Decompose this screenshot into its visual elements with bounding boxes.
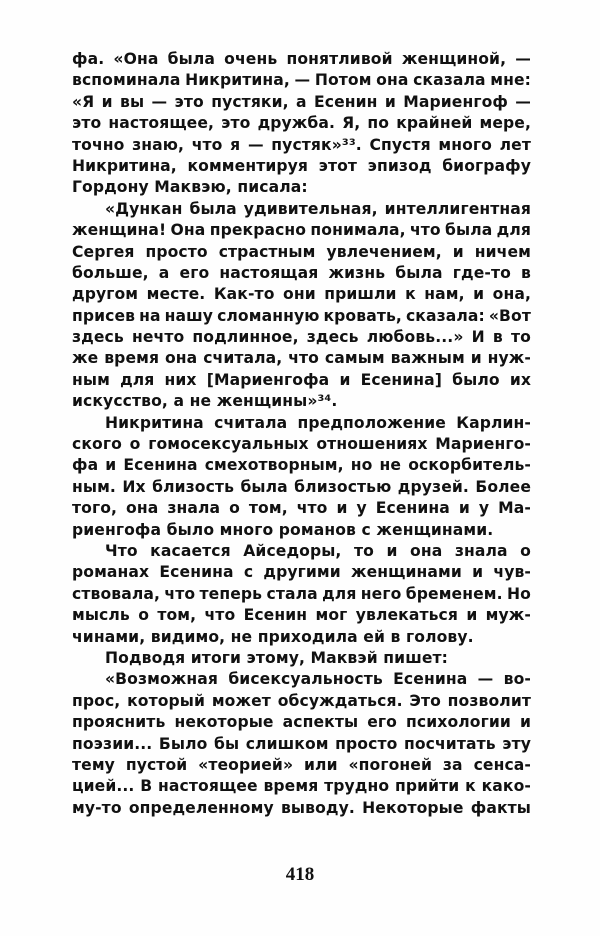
text-line: ского о гомосексуальных отношениях Мариенго-	[72, 435, 531, 454]
text-line: Подводя итоги этому, Маквэй пишет:	[105, 648, 449, 667]
text-line: цией... В настоящее время трудно прийти к како-	[72, 777, 531, 796]
text-line: тему пустой «теорией» или «погоней за сенса-	[72, 755, 531, 774]
text-line: му-то определенному выводу. Некоторые факты	[72, 798, 531, 817]
text-line: ным. Их близость была близостью друзей. Более	[72, 477, 531, 496]
text-line: Сергея просто страстным увлечением, и ничем	[72, 242, 531, 261]
text-line: женщина! Она прекрасно понимала, что была для	[72, 221, 531, 240]
text-line: «Возможная бисексуальность Есенина — во-	[105, 670, 531, 689]
text-line: точно знаю, что я — пустяк»³³. Спустя много лет	[72, 135, 531, 154]
text-line: здесь нечто подлинное, здесь любовь...» И в то	[72, 328, 531, 347]
text-line: вспоминала Никритина, — Потом она сказала мне:	[72, 71, 531, 90]
text-line: искусство, а не женщины»³⁴.	[72, 392, 338, 411]
text-line: прояснить некоторые аспекты его психологии и	[72, 713, 531, 732]
text-line: риенгофа было много романов с женщинами.	[72, 520, 494, 539]
text-line: Никритина, комментируя этот эпизод биографу	[72, 156, 531, 175]
body-text	[72, 49, 531, 819]
text-line: больше, а его настоящая жизнь была где-то в	[72, 263, 531, 282]
text-line: Гордону Маквэю, писала:	[72, 178, 308, 197]
text-line: «Я и вы — это пустяки, а Есенин и Мариенгоф —	[72, 92, 531, 111]
text-line: прос, который может обсуждаться. Это позволит	[72, 691, 531, 710]
text-line: ствовала, что теперь стала для него бременем. Но	[72, 584, 531, 603]
text-line: это настоящее, это дружба. Я, по крайней мере,	[72, 114, 531, 133]
text-line: другом месте. Как-то они пришли к нам, и она,	[72, 285, 531, 304]
text-line: фа. «Она была очень понятливой женщиной, —	[72, 50, 531, 68]
text-line: мысль о том, что Есенин мог увлекаться и муж-	[72, 606, 531, 625]
text-line: ным для них [Мариенгофа и Есенина] было их	[72, 370, 531, 389]
text-line: поэзии... Было бы слишком просто посчитать эту	[72, 734, 531, 753]
text-line: «Дункан была удивительная, интеллигентная	[105, 199, 531, 218]
page-number: 418	[285, 864, 315, 885]
text-line: Никритина считала предположение Карлин-	[105, 413, 531, 432]
text-line: чинами, видимо, не приходила ей в голову.	[72, 627, 474, 646]
text-line: присев на нашу сломанную кровать, сказала: «Вот	[72, 306, 531, 325]
text-line: романах Есенина с другими женщинами и чув-	[72, 563, 531, 582]
text-line: Что касается Айседоры, то и она знала о	[105, 541, 531, 560]
text-line: же время она считала, что самым важным и нуж-	[72, 349, 531, 368]
text-line: фа и Есенина смехотворным, но не оскорбитель-	[72, 456, 531, 475]
text-line: того, она знала о том, что и у Есенина и у Ма-	[72, 499, 531, 518]
